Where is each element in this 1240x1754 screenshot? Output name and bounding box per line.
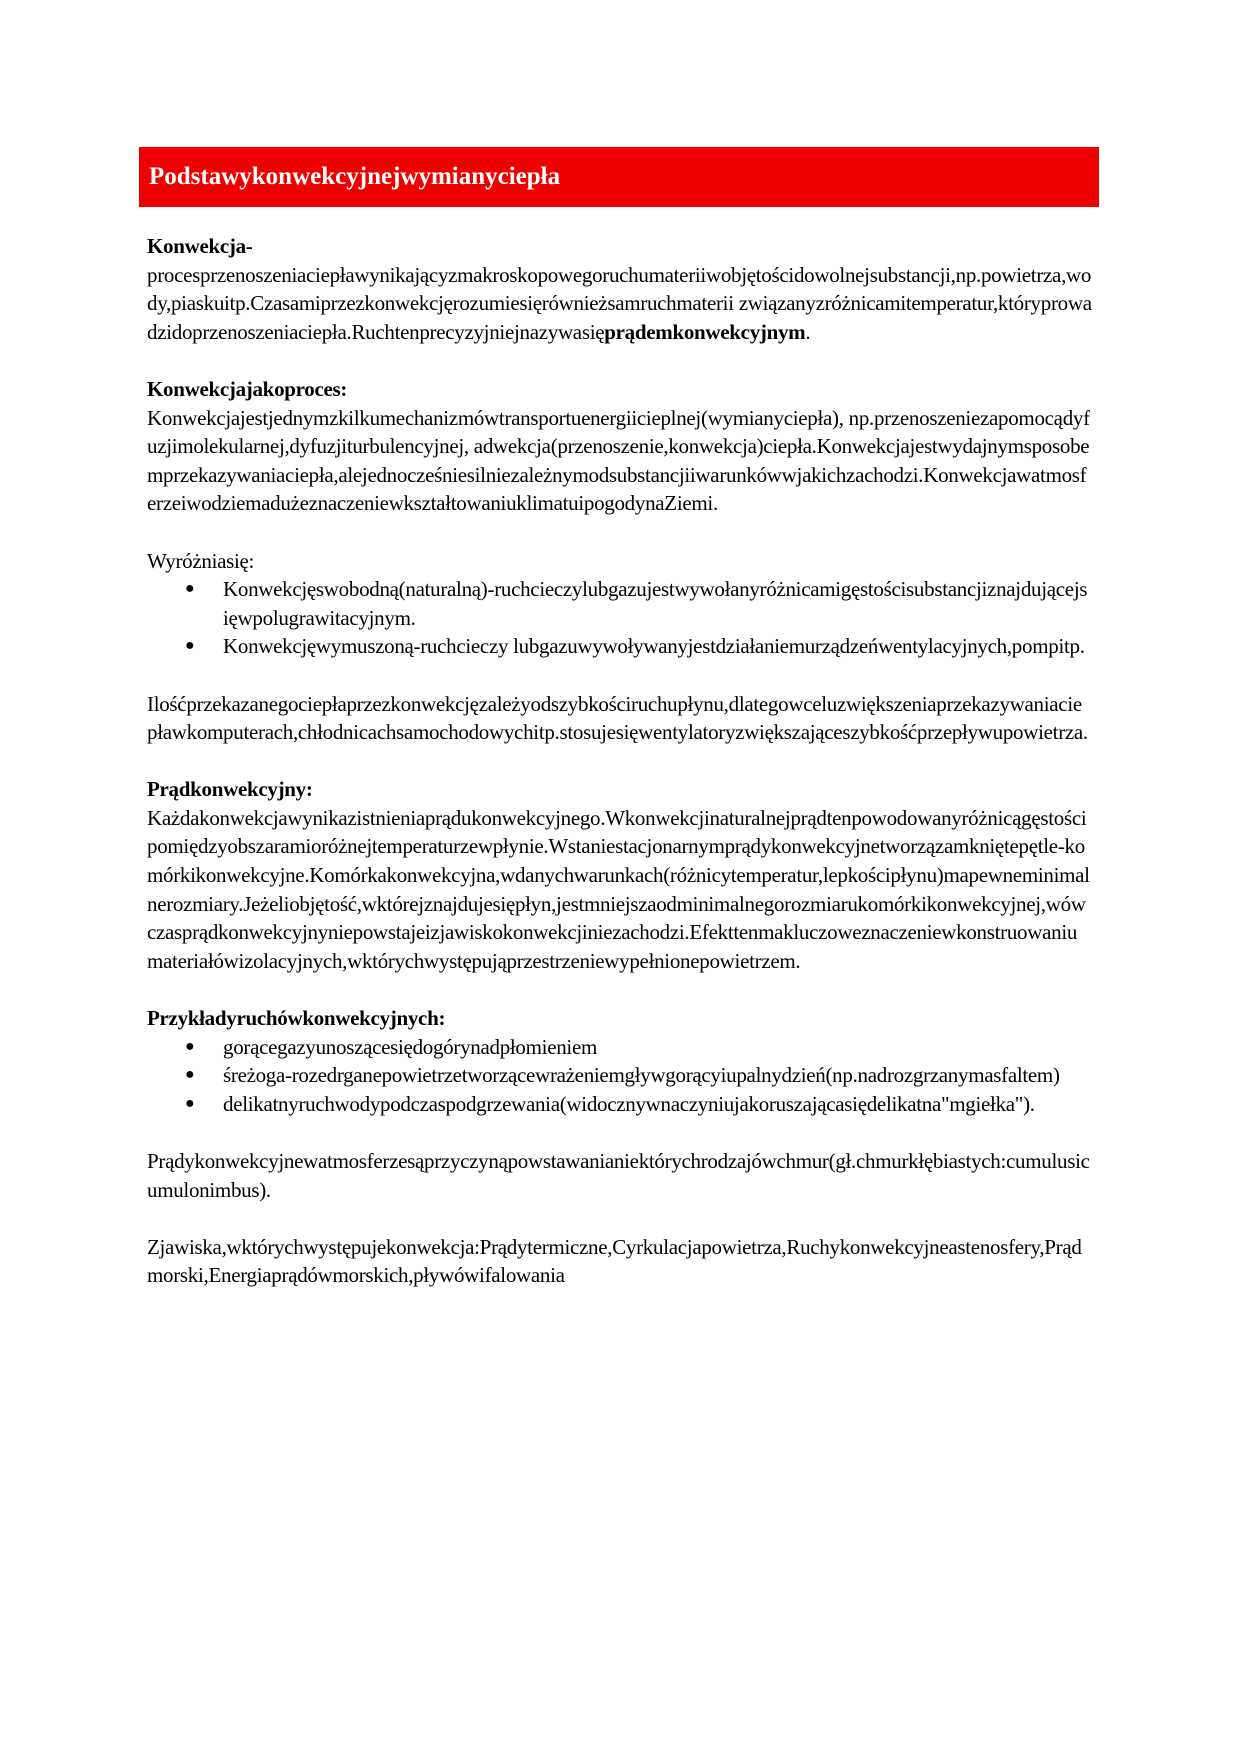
bullet-icon: ●	[185, 1094, 195, 1112]
section-proces-heading: Konwekcjajakoproces:	[147, 376, 348, 401]
section-examples-heading: Przykładyruchówkonwekcyjnych:	[147, 1006, 446, 1031]
title-banner	[139, 147, 1099, 207]
list-item: ● śreżoga-rozedrganepowietrzetworzącewrażeniemgływgorącyiupalnydzień(np.nadrozgrzanymasfaltem)	[147, 1061, 1092, 1090]
examples-list	[147, 1033, 1092, 1119]
section-heat-amount-text: Ilośćprzekazanegociepłaprzezkonwekcjęzależyodszybkościruchupłynu,dlategowceluzwiększeniaprzekazywaniaciepławkomputerach,chłodnicachsamochodowychitp.stosujesięwentylatoryzwiększająceszybkośćprzepływupowietrza.	[147, 691, 1088, 745]
section-konwekcja-heading: Konwekcja-	[147, 234, 253, 258]
section-konwekcja-text: procesprzenoszeniaciepławynikającyzmakroskopowegoruchumateriiwobjętościdowolnejsubstancji,np.powietrza,wody,piaskuitp.Czasamiprzezkonwekcjęrozumiesięrównieżsamruchmaterii związanyzróżnicamitemperatur,któryprowadzidoprzenoszeniaciepła.Ruchtenprecyzyjniejnazywasięprądemkonwekcyjnym.	[147, 262, 1092, 344]
page-title: Podstawykonwekcyjnejwymianyciepła	[149, 163, 561, 190]
list-item: ● gorącegazyunoszącesiędogórynadpłomieniem	[147, 1033, 1092, 1062]
bullet-icon: ●	[185, 637, 195, 655]
bullet-icon: ●	[185, 1066, 195, 1084]
section-prad-text: Każdakonwekcjawynikazistnieniaprądukonwekcyjnego.Wkonwekcjinaturalnejprądtenpowodowanyróżnicągęstościpomiędzyobszaramioróżnejtemperaturzewpłynie.Wstaniestacjonarnymprądykonwekcyjnetworzązamkniętepętle-komórkikonwekcyjne.Komórkakonwekcyjna,wdanychwarunkach(różnicytemperatur,lepkościpłynu)mapewneminimalnerozmiary.Jeżeliobjętość,wktórejznajdujesiępłyn,jestmniejszaodminimalnegorozmiarukomórkikonwekcyjnej,wówczasprądkonwekcyjnyniepowstajeizjawiskokonwekcjiniezachodzi.Efekttenmakluczoweznaczeniewkonstruowaniumateriałówizolacyjnych,wktórychwystępująprzestrzeniewypełnionepowietrzem.	[147, 805, 1090, 973]
types-list	[147, 575, 1092, 661]
document-body	[147, 232, 1092, 1290]
list-item: ● delikatnyruchwodypodczaspodgrzewania(widocznywnaczyniujakoruszającasiędelikatna"mgiełka").	[147, 1090, 1092, 1119]
section-prad-heading: Prądkonwekcyjny:	[147, 777, 313, 802]
bold-term: prądemkonwekcyjnym	[604, 319, 806, 344]
bullet-icon: ●	[185, 1037, 195, 1055]
section-types-intro: Wyróżniasię:	[147, 548, 255, 573]
section-proces-text: Konwekcjajestjednymzkilkumechanizmówtransportuenergiicieplnej(wymianyciepła), np.przenoszeniezapomocądyfuzjimolekularnej,dyfuzjiturbulencyjnej, adwekcja(przenoszenie,konwekcja)ciepła.Konwekcjajestwydajnymsposobemprzekazywaniaciepła,alejednocześniesilniezależnymodsubstancjiiwarunkówwjakichzachodzi.KonwekcjawatmosferzeiwodziemadużeznaczeniewkształtowaniuklimatuipogodynaZiemi.	[147, 405, 1090, 516]
section-clouds-text: Prądykonwekcyjnewatmosferzesąprzyczynąpowstawanianiektórychrodzajówchmur(gł.chmurkłębiastych:cumulusicumulonimbus).	[147, 1149, 1090, 1202]
section-phenomena-text: Zjawiska,wktórychwystępujekonwekcja:Prądytermiczne,Cyrkulacjapowietrza,Ruchykonwekcyjneastenosfery,Prądmorski,Energiaprądówmorskich,pływówifalowania	[147, 1234, 1082, 1288]
list-item: ● Konwekcjęswobodną(naturalną)-ruchcieczylubgazujestwywołanyróżnicamigęstościsubstancjiznajdującejsięwpolugrawitacyjnym.	[185, 577, 1088, 630]
list-item: ● Konwekcjęwymuszoną-ruchcieczy lubgazuwywoływanyjestdziałaniemurządzeńwentylacyjnych,pompitp.	[147, 632, 1092, 661]
bullet-icon: ●	[185, 580, 195, 598]
